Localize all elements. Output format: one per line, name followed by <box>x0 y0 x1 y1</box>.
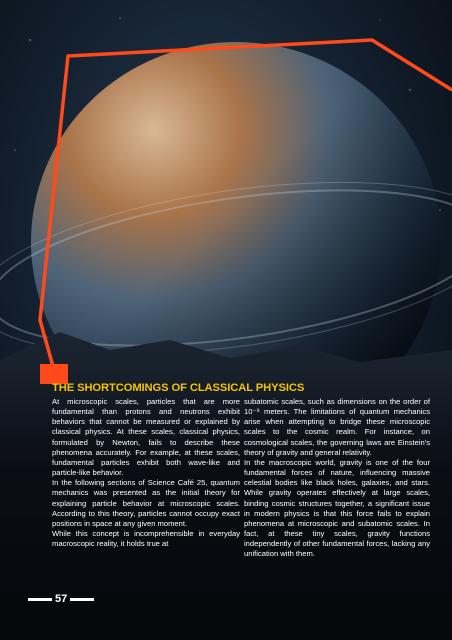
paragraph: In the macroscopic world, gravity is one of the four fundamental forces of nature, influencing massive celestial bodies like black holes, galaxies, and stars. While gravity operates effectively at large scales, binding cosmic structures together, a significant issue in modern physics is that this force fails to explain phenomena at microscopic and subatomic scales. In fact, at these tiny scales, gravity functions independently of other fundamental forces, lacking any unification with them. <box>244 457 430 559</box>
page-number-text: 57 <box>55 593 68 605</box>
paragraph: In the following sections of Science Café 25, quantum mechanics was presented as the initial theory for explaining particle behavior at microscopic scales. According to this theory, particles cannot occupy exact positions in space at any given moment. <box>52 478 240 528</box>
paragraph: subatomic scales, such as dimensions on the order of 10⁻⁹ meters. The limitations of quantum mechanics arise when attempting to bridge these microscopic scales to the cosmic realm. For instance, on cosmological scales, the governing laws are Einstein's theory of gravity and general relativity. <box>244 397 430 457</box>
page-number-bar-right <box>70 598 94 601</box>
page-number <box>28 592 94 606</box>
paragraph: At microscopic scales, particles that are more fundamental than protons and neutrons exhibit behaviors that cannot be measured or explained by classical physics. At these scales, classical physics, formulated by Newton, fails to describe these phenomena accurately. For example, at these scales, fundamental particles exhibit both wave-like and particle-like behavior. <box>52 397 240 478</box>
right-text-column <box>244 397 430 560</box>
left-text-column <box>52 397 240 549</box>
article-heading: THE SHORTCOMINGS OF CLASSICAL PHYSICS <box>52 382 305 394</box>
page-number-bar-left <box>28 598 52 601</box>
paragraph: While this concept is incomprehensible in everyday macroscopic reality, it holds true at <box>52 529 240 549</box>
